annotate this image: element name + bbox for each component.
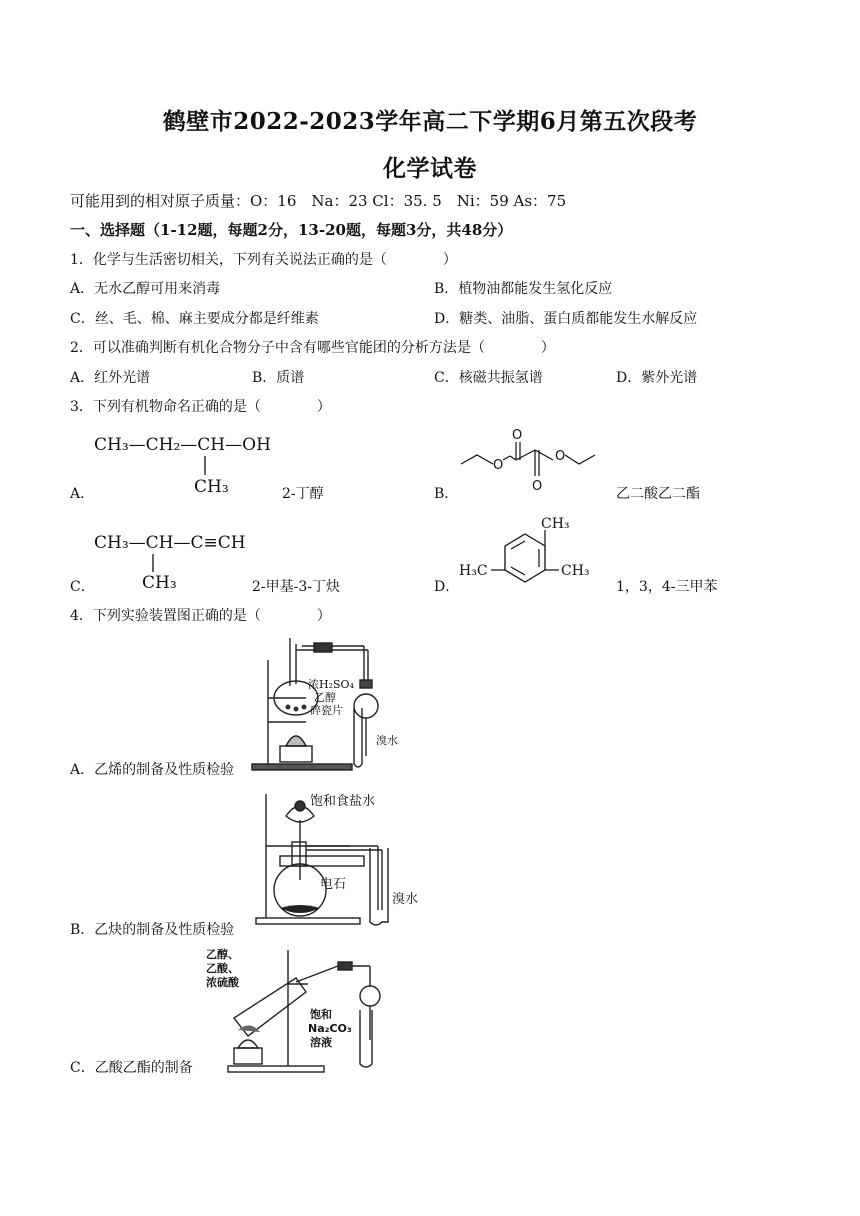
q1-option-b: B．植物油都能发生氢化反应 — [434, 281, 613, 297]
q1-stem: 1．化学与生活密切相关，下列有关说法正确的是（ ） — [70, 252, 457, 268]
fig-a-label-ethanol: 乙醇 — [314, 691, 336, 704]
q2-option-b: B．质谱 — [252, 370, 305, 386]
structure-c-methylbutyne — [90, 524, 260, 594]
fig-a-label-acid: 浓H₂SO₄ — [308, 678, 354, 691]
fig-b-label-carbide: 电石 — [320, 877, 347, 892]
figure-b-acetylene-apparatus — [250, 790, 432, 928]
q2-option-d: D．紫外光谱 — [616, 370, 698, 386]
q3-option-b-name: 乙二酸乙二酯 — [616, 486, 700, 502]
structure-d-trimethylbenzene — [455, 512, 605, 598]
fig-c-label-ethanol: 乙醇、 — [206, 948, 239, 961]
exam-subtitle: 化学试卷 — [383, 155, 477, 182]
structure-d-top-methyl: CH₃ — [541, 516, 570, 532]
q2-option-c: C．核磁共振氢谱 — [434, 370, 543, 386]
q3-option-c-letter: C． — [70, 579, 95, 595]
fig-c-label-acetic-acid: 乙酸、 — [206, 962, 239, 975]
figure-c-ethyl-acetate-apparatus — [198, 944, 394, 1076]
fig-c-label-saturated: 饱和 — [310, 1008, 332, 1021]
q2-option-a: A．红外光谱 — [70, 370, 151, 386]
structure-a-2-butanol — [90, 430, 280, 500]
structure-c-main-chain: CH₃—CH—C≡CH — [94, 533, 246, 553]
q3-option-b-letter: B． — [434, 486, 459, 502]
structure-b-o-ester2: O — [555, 449, 566, 464]
exam-title: 鹤壁市2022-2023学年高二下学期6月第五次段考 — [162, 108, 698, 135]
q3-option-a-name: 2-丁醇 — [282, 486, 324, 502]
section-heading: 一、选择题（1-12题，每题2分，13-20题，每题3分，共48分） — [70, 221, 513, 239]
structure-c-branch: CH₃ — [142, 573, 177, 593]
q1-option-a: A．无水乙醇可用来消毒 — [70, 281, 221, 297]
fig-c-label-sulfuric: 浓硫酸 — [206, 976, 239, 989]
structure-b-o-top: O — [512, 428, 523, 443]
q4-stem: 4．下列实验装置图正确的是（ ） — [70, 608, 331, 624]
structure-d-left-methyl: H₃C — [459, 563, 488, 579]
q4-option-c: C．乙酸乙酯的制备 — [70, 1060, 193, 1076]
structure-d-right-methyl: CH₃ — [561, 563, 590, 579]
q1-option-c: C．丝、毛、棉、麻主要成分都是纤维素 — [70, 311, 319, 327]
q4-option-b: B．乙炔的制备及性质检验 — [70, 922, 235, 938]
q2-stem: 2．可以准确判断有机化合物分子中含有哪些官能团的分析方法是（ ） — [70, 340, 555, 356]
structure-a-main-chain: CH₃—CH₂—CH—OH — [94, 435, 271, 455]
fig-a-label-chips: 碎瓷片 — [310, 704, 343, 717]
fig-a-label-bromine: 溴水 — [376, 734, 398, 747]
atomic-masses-line: 可能用到的相对原子质量：O：16 Na：23 Cl：35. 5 Ni：59 As：75 — [70, 192, 567, 210]
q4-option-a: A．乙烯的制备及性质检验 — [70, 762, 235, 778]
q3-option-d-name: 1，3，4-三甲苯 — [616, 579, 718, 595]
q3-stem: 3．下列有机物命名正确的是（ ） — [70, 399, 331, 415]
q1-option-d: D．糖类、油脂、蛋白质都能发生水解反应 — [434, 311, 698, 327]
structure-a-branch: CH₃ — [194, 477, 229, 497]
fig-c-label-na2co3: Na₂CO₃ — [308, 1022, 352, 1035]
q3-option-d-letter: D． — [434, 579, 460, 595]
fig-c-label-solution: 溶液 — [310, 1036, 332, 1049]
fig-b-label-brine: 饱和食盐水 — [310, 794, 376, 809]
structure-b-o-ester1: O — [493, 458, 504, 473]
fig-b-label-bromine: 溴水 — [392, 892, 419, 907]
structure-b-diethyl-oxalate — [455, 422, 605, 502]
q3-option-a-letter: A． — [70, 486, 95, 502]
figure-a-ethylene-apparatus — [246, 636, 412, 772]
structure-b-o-bottom: O — [532, 479, 543, 494]
q3-option-c-name: 2-甲基-3-丁炔 — [252, 579, 341, 595]
